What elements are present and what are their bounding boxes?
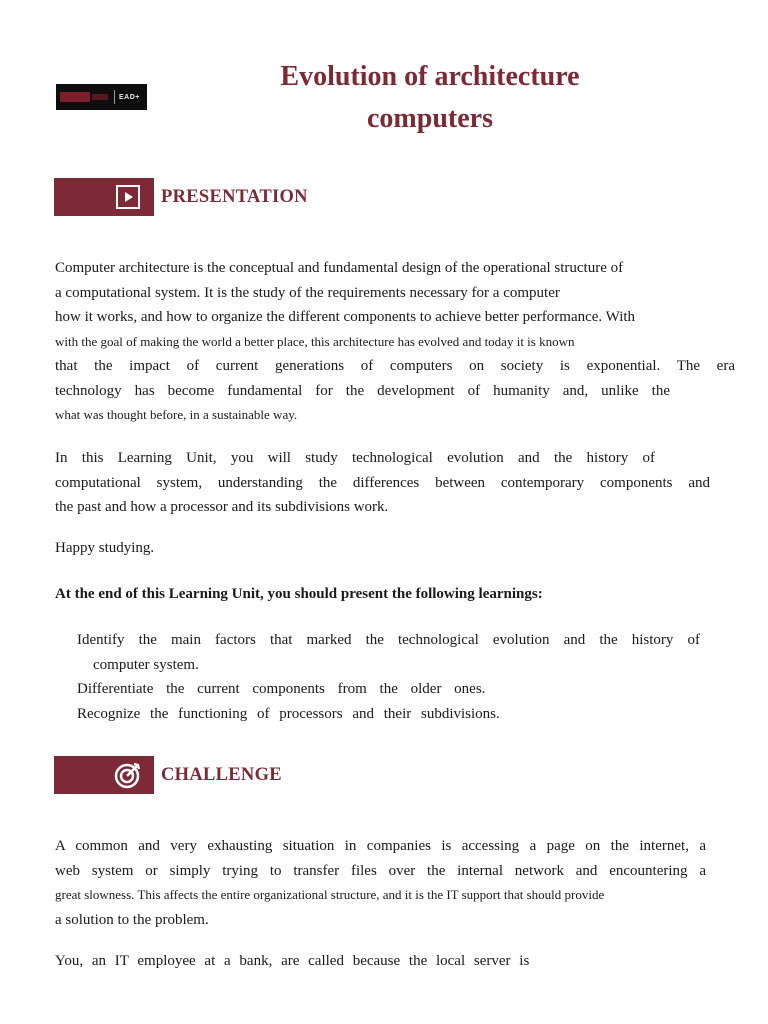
text-line: the past and how a processor and its subdivisions work. <box>55 499 389 515</box>
text-line: Happy studying. <box>55 540 155 556</box>
logo <box>56 84 147 110</box>
text-line: technology has become fundamental for the development of humanity and, unlike the <box>55 382 670 399</box>
text-line: web system or simply trying to transfer files over the internal network and encountering a <box>55 862 706 879</box>
text-line: with the goal of making the world a better place, this architecture has evolved and today it is known <box>55 333 575 349</box>
logo-text: EAD+ <box>119 93 140 101</box>
text-line: that the impact of current generations of computers on society is exponential. The era <box>55 358 735 374</box>
text-line: At the end of this Learning Unit, you should present the following learnings: <box>55 586 543 602</box>
happy-studying <box>55 536 735 561</box>
text-line: computer system. <box>93 656 199 673</box>
learnings-list <box>77 628 700 726</box>
logo-separator <box>114 90 115 104</box>
target-icon <box>112 759 144 791</box>
text-line: Differentiate the current components from the older ones. <box>77 681 486 697</box>
page-title <box>215 56 645 140</box>
presentation-header <box>54 178 308 216</box>
text-line: Computer architecture is the conceptual and fundamental design of the operational structure of <box>55 260 624 276</box>
text-line: Identify the main factors that marked the technological evolution and the history of <box>77 632 700 648</box>
list-item <box>77 702 700 727</box>
title-line-2: computers <box>367 103 493 134</box>
challenge-header <box>54 756 282 794</box>
text-line: Recognize the functioning of processors and their subdivisions. <box>77 705 500 722</box>
presentation-bar <box>54 178 154 216</box>
learnings-intro <box>55 582 735 607</box>
text-line: what was thought before, in a sustainable way. <box>55 407 298 422</box>
text-line: how it works, and how to organize the different components to achieve better performance. With <box>55 309 636 325</box>
text-line: a solution to the problem. <box>55 911 209 928</box>
text-line: A common and very exhausting situation in companies is accessing a page on the internet, a <box>55 838 706 854</box>
text-line: a computational system. It is the study of the requirements necessary for a computer <box>55 284 560 301</box>
play-icon <box>116 185 140 209</box>
list-item <box>77 677 700 702</box>
presentation-heading: PRESENTATION <box>161 186 308 207</box>
presentation-paragraph-1 <box>55 256 735 428</box>
challenge-paragraph-1 <box>55 834 706 932</box>
text-line: You, an IT employee at a bank, are called because the local server is <box>55 953 530 969</box>
challenge-paragraph-2 <box>55 949 735 974</box>
logo-mark <box>60 90 110 104</box>
challenge-bar <box>54 756 154 794</box>
text-line: computational system, understanding the differences between contemporary components and <box>55 474 710 491</box>
list-item <box>77 628 700 677</box>
challenge-heading: CHALLENGE <box>161 764 282 785</box>
text-line: great slowness. This affects the entire organizational structure, and it is the IT support that should provide <box>55 887 605 902</box>
title-line-1: Evolution of architecture <box>280 61 580 92</box>
text-line: In this Learning Unit, you will study technological evolution and the history of <box>55 450 655 466</box>
presentation-paragraph-2 <box>55 446 710 520</box>
